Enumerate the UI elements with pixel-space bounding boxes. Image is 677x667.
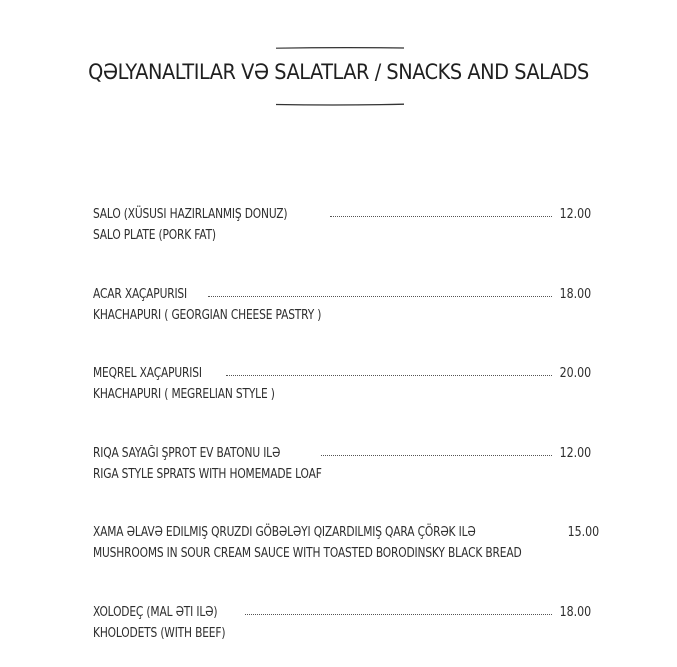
menu-item-name-en: KHACHAPURI ( GEORGIAN CHEESE PASTRY ) bbox=[93, 308, 322, 323]
menu-item bbox=[93, 280, 591, 330]
menu-item-name-az: SALO (XÜSUSI HAZIRLANMIŞ DONUZ) bbox=[93, 207, 288, 222]
menu-item-name-az: MEQREL XAÇAPURISI bbox=[93, 366, 202, 381]
menu-item-price: 20.00 bbox=[559, 366, 591, 381]
menu-item-name-az: XOLODEÇ (MAL ƏTI ILƏ) bbox=[93, 605, 218, 620]
menu-item bbox=[93, 439, 591, 489]
menu-item-name-en: RIGA STYLE SPRATS WITH HOMEMADE LOAF bbox=[93, 467, 322, 482]
menu-item-row bbox=[93, 518, 599, 540]
menu-item-name-az: RIQA SAYAĞI ŞPROT EV BATONU ILƏ bbox=[93, 446, 281, 461]
menu-item-price: 15.00 bbox=[567, 525, 599, 540]
menu-item-name-en: SALO PLATE (PORK FAT) bbox=[93, 228, 216, 243]
menu-item-name-az: ACAR XAÇAPURISI bbox=[93, 287, 188, 302]
menu-item bbox=[93, 200, 591, 250]
menu-item-name-az: XAMA ƏLAVƏ EDILMIŞ QRUZDI GÖBƏLƏYI QIZARDILMIŞ QARA ÇÖRƏK ILƏ bbox=[93, 525, 476, 540]
menu-item-price: 12.00 bbox=[559, 207, 591, 222]
dot-leader bbox=[330, 215, 552, 217]
menu-item-price: 18.00 bbox=[559, 287, 591, 302]
menu-item bbox=[93, 598, 591, 648]
menu-item-price: 18.00 bbox=[559, 605, 591, 620]
dot-leader bbox=[245, 613, 552, 615]
dot-leader bbox=[208, 295, 552, 297]
menu-header bbox=[0, 0, 677, 120]
menu-item bbox=[93, 518, 599, 568]
title-rule-bottom bbox=[276, 103, 404, 106]
menu-item-name-en: MUSHROOMS IN SOUR CREAM SAUCE WITH TOASTED BORODINSKY BLACK BREAD bbox=[93, 546, 522, 561]
menu-item-row bbox=[93, 439, 591, 461]
menu-item-row bbox=[93, 359, 591, 381]
title-rule-top bbox=[276, 47, 404, 49]
menu-item-name-en: KHACHAPURI ( MEGRELIAN STYLE ) bbox=[93, 387, 275, 402]
menu-item-row bbox=[93, 598, 591, 620]
menu-item-price: 12.00 bbox=[559, 446, 591, 461]
menu-item-name-en: KHOLODETS (WITH BEEF) bbox=[93, 626, 226, 641]
menu-item bbox=[93, 359, 591, 409]
dot-leader bbox=[226, 374, 552, 376]
menu-item-row bbox=[93, 280, 591, 302]
menu-item-row bbox=[93, 200, 591, 222]
page-title: QƏLYANALTILAR VƏ SALATLAR / SNACKS AND SALADS bbox=[88, 60, 589, 84]
dot-leader bbox=[321, 454, 552, 456]
